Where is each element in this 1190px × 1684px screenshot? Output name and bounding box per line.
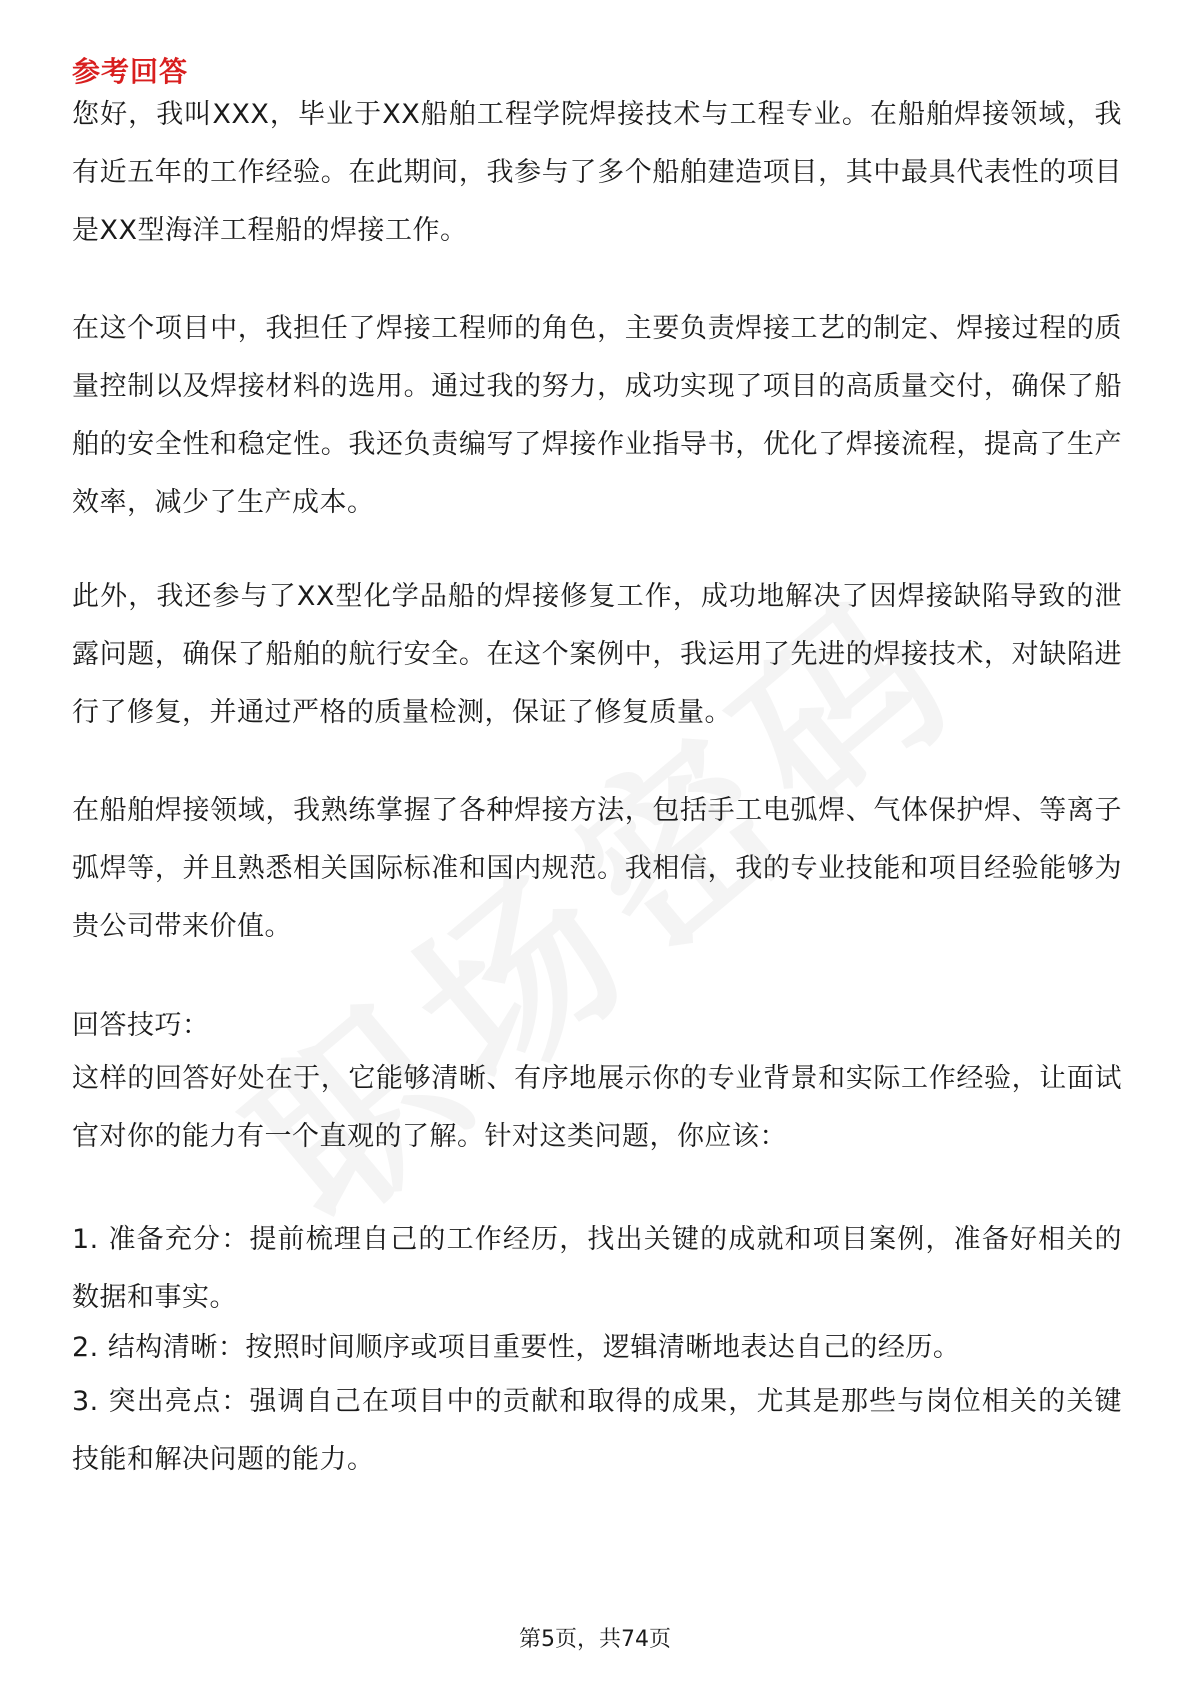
answer-paragraph-3: 此外，我还参与了XX型化学品船的焊接修复工作，成功地解决了因焊接缺陷导致的泄露问题，确保了船舶的航行安全。在这个案例中，我运用了先进的焊接技术，对缺陷进行了修复，并通过严格的质量检测，保证了修复质量。 [72, 581, 1122, 728]
tip-item-1: 1. 准备充分：提前梳理自己的工作经历，找出关键的成就和项目案例，准备好相关的数据和事实。 [72, 1224, 1122, 1313]
section-heading: 参考回答 [72, 55, 189, 88]
answer-paragraph-4: 在船舶焊接领域，我熟练掌握了各种焊接方法，包括手工电弧焊、气体保护焊、等离子弧焊等，并且熟悉相关国际标准和国内规范。我相信，我的专业技能和项目经验能够为贵公司带来价值。 [72, 795, 1122, 942]
page-number-footer: 第5页，共74页 [519, 1627, 671, 1652]
tip-item-3: 3. 突出亮点：强调自己在项目中的贡献和取得的成果，尤其是那些与岗位相关的关键技能和解决问题的能力。 [72, 1386, 1122, 1475]
tips-intro: 这样的回答好处在于，它能够清晰、有序地展示你的专业背景和实际工作经验，让面试官对你的能力有一个直观的了解。针对这类问题，你应该： [72, 1063, 1122, 1152]
tip-item-2: 2. 结构清晰：按照时间顺序或项目重要性，逻辑清晰地表达自己的经历。 [72, 1332, 961, 1363]
tips-title: 回答技巧： [72, 1010, 210, 1041]
answer-paragraph-2: 在这个项目中，我担任了焊接工程师的角色，主要负责焊接工艺的制定、焊接过程的质量控制以及焊接材料的选用。通过我的努力，成功实现了项目的高质量交付，确保了船舶的安全性和稳定性。我还负责编写了焊接作业指导书，优化了焊接流程，提高了生产效率，减少了生产成本。 [72, 313, 1122, 518]
answer-paragraph-1: 您好，我叫XXX，毕业于XX船舶工程学院焊接技术与工程专业。在船舶焊接领域，我有近五年的工作经验。在此期间，我参与了多个船舶建造项目，其中最具代表性的项目是XX型海洋工程船的焊接工作。 [72, 99, 1122, 246]
